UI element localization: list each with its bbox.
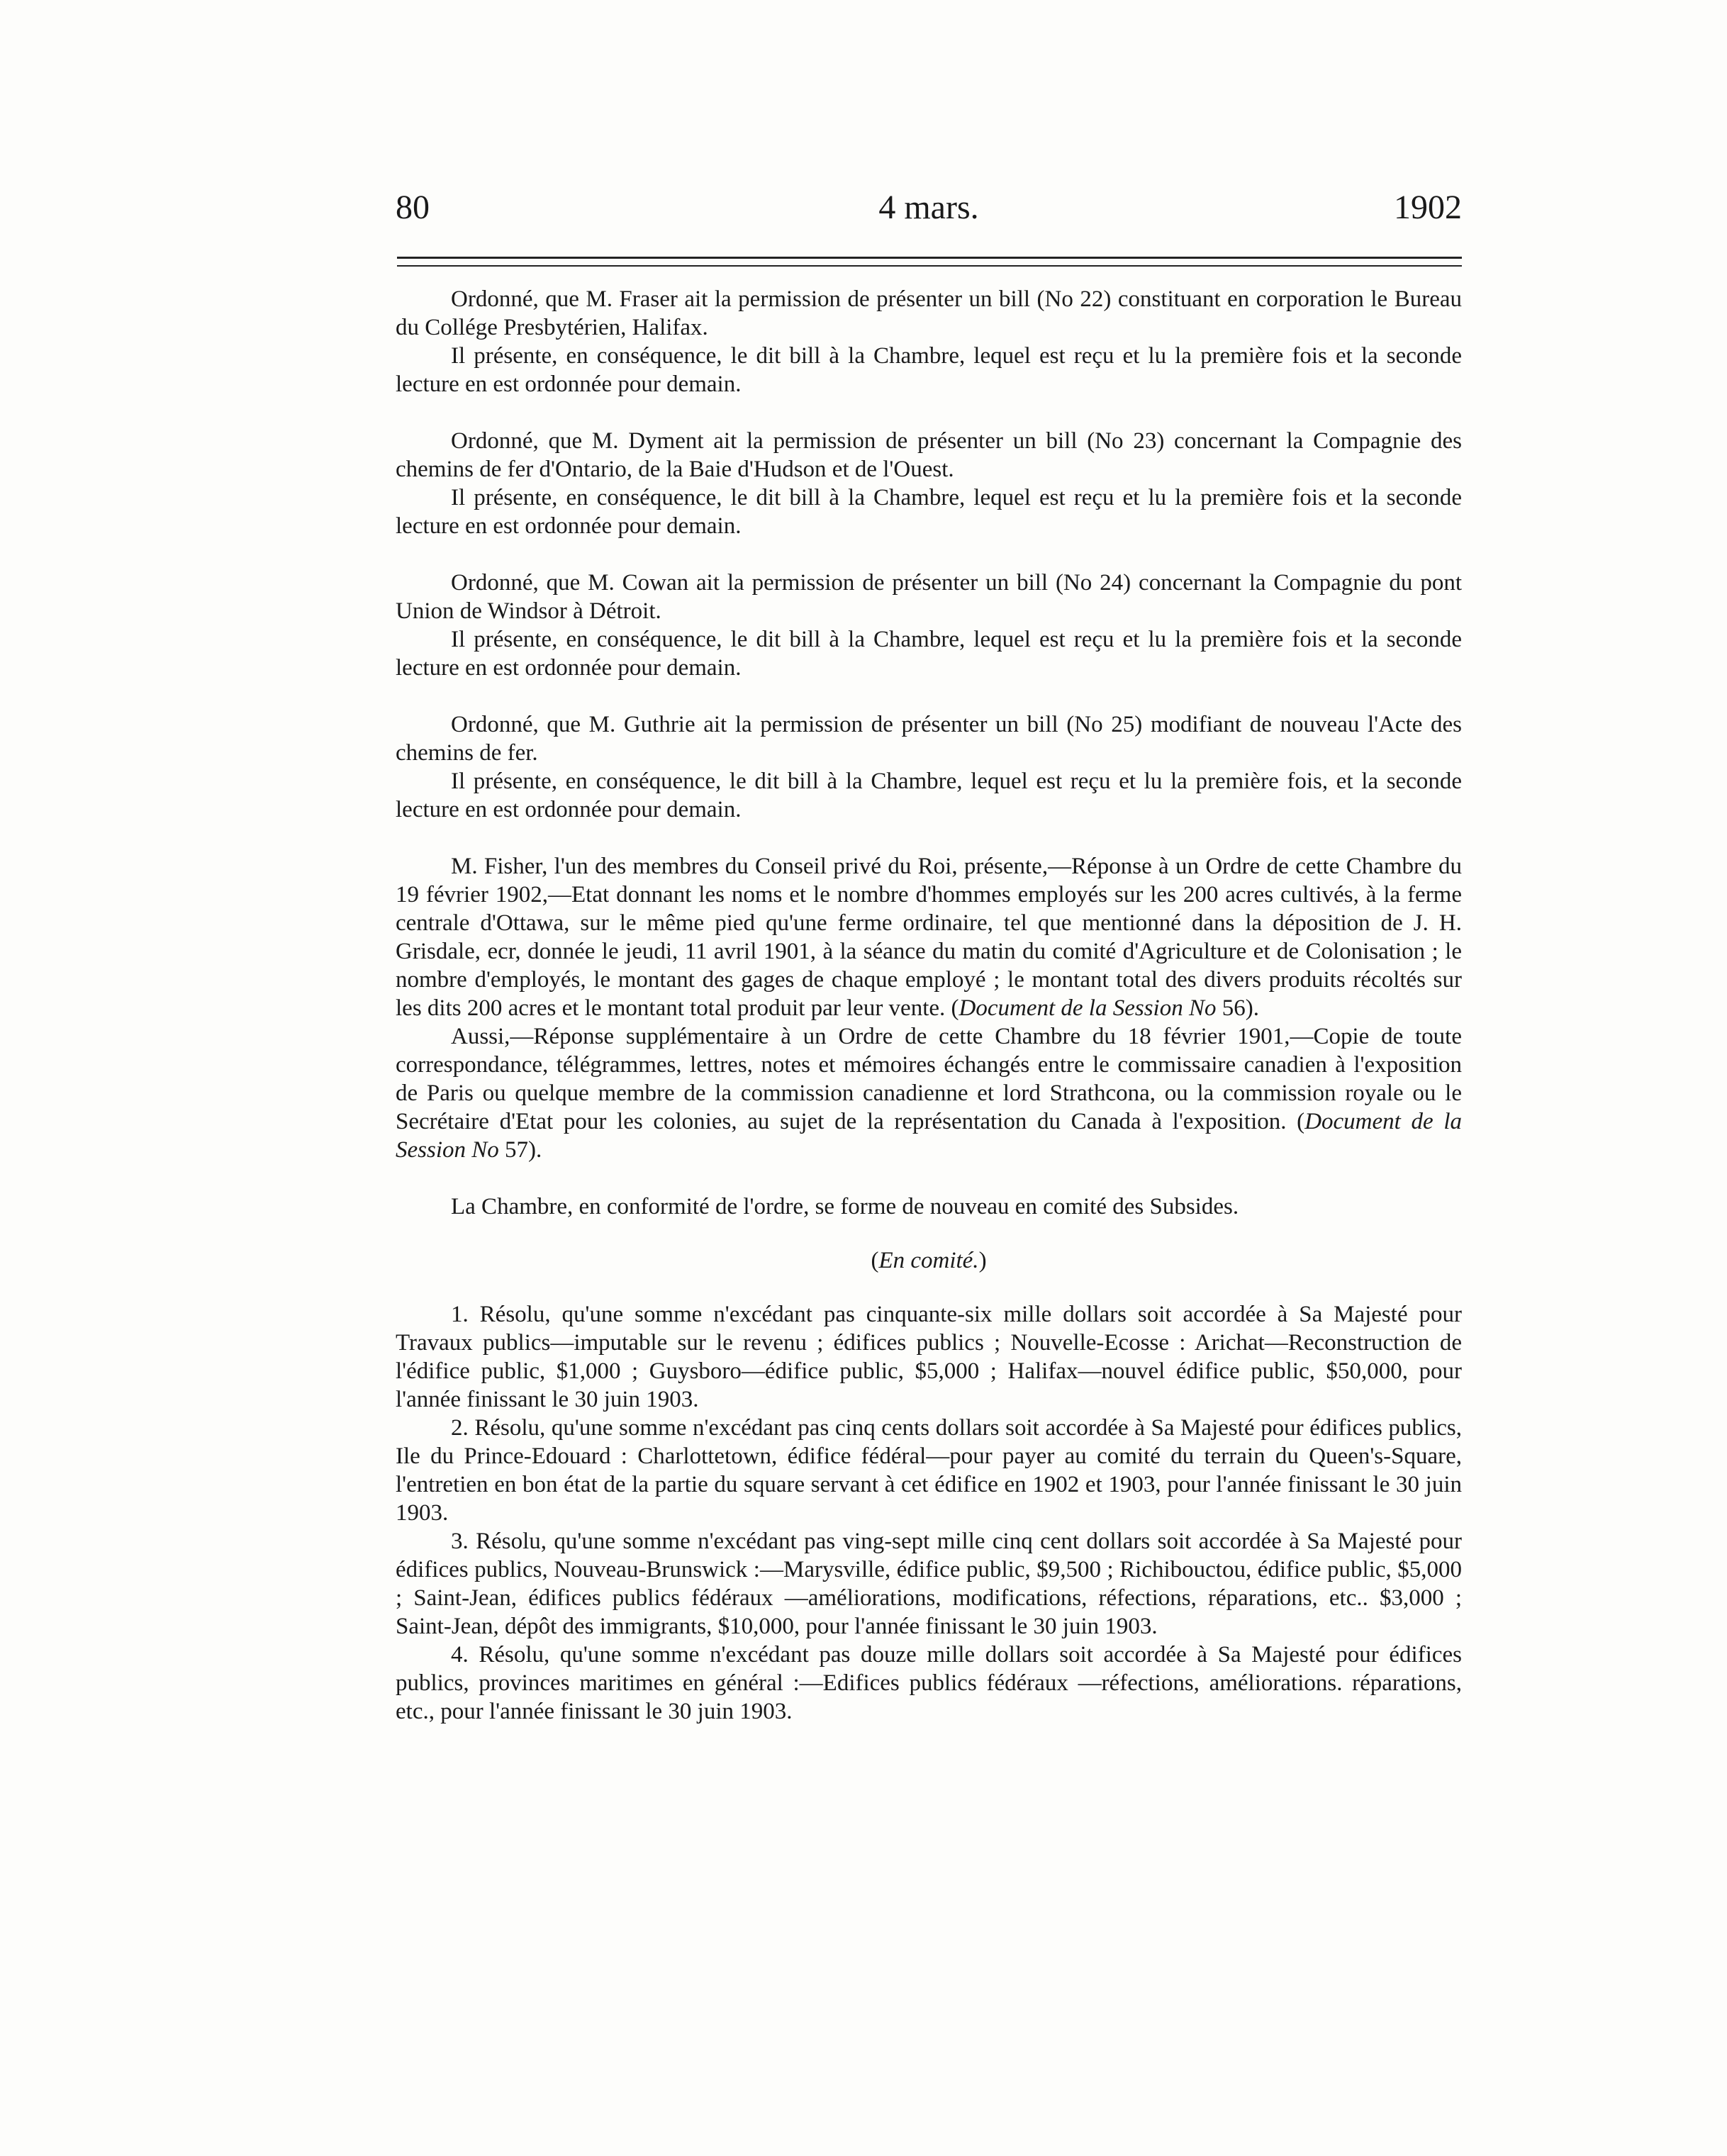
page-number: 80 xyxy=(396,189,430,226)
paragraph xyxy=(396,852,1462,1022)
resolution: 3. Résolu, qu'une somme n'excédant pas ving-sept mille cinq cent dollars soit accordée à Sa Majesté pour édifices publics, Nouveau-Brunswick :—Marysville, édifice public, $9,500 ; Richibouctou, édifice public, $5,000 ; Saint-Jean, édifices publics fédéraux —améliorations, modifications, réfections, réparations, etc.. $3,000 ; Saint-Jean, dépôt des immigrants, $10,000, pour l'année finissant le 30 juin 1903. xyxy=(396,1529,1462,1639)
document-body xyxy=(396,285,1462,1726)
page-header xyxy=(396,183,1462,233)
page-date: 4 mars. xyxy=(878,189,979,226)
document-reference: Document de la Session No xyxy=(958,995,1217,1021)
paragraph-text: M. Fisher, l'un des membres du Conseil privé du Roi, présente,—Réponse à un Ordre de cette Chambre du 19 février 1902,—Etat donnant les noms et le nombre d'hommes employés sur les 200 acres cultivés, à la ferme centrale d'Ottawa, sur le même pied qu'une ferme ordinaire, tel que mentionné dans la déposition de J. H. Grisdale, ecr, donnée le jeudi, 11 avril 1901, à la séance du matin du comité d'Agriculture et de Colonisation ; le nombre d'employés, le montant des gages de chaque employé ; le montant total des divers produits récoltés sur les dits 200 acres et le montant total produit par leur vente. ( xyxy=(396,854,1462,1021)
paren: ) xyxy=(978,1248,987,1273)
header-rule-bottom xyxy=(397,265,1462,267)
paragraph-text: 56). xyxy=(1216,995,1259,1021)
page-year: 1902 xyxy=(1394,189,1462,226)
paren: ( xyxy=(871,1248,879,1273)
paragraph-text: 57). xyxy=(498,1137,542,1163)
committee-heading xyxy=(396,1246,1462,1275)
header-rule-top xyxy=(397,257,1462,259)
resolution: 4. Résolu, qu'une somme n'excédant pas douze mille dollars soit accordée à Sa Majesté pour édifices publics, provinces maritimes en général :—Edifices publics fédéraux —réfections, améliorations. réparations, etc., pour l'année finissant le 30 juin 1903. xyxy=(396,1642,1462,1724)
paragraph xyxy=(396,1022,1462,1164)
paragraph: Ordonné, que M. Dyment ait la permission de présenter un bill (No 23) concernant la Compagnie des chemins de fer d'Ontario, de la Baie d'Hudson et de l'Ouest. xyxy=(396,428,1462,482)
paragraph: Ordonné, que M. Fraser ait la permission de présenter un bill (No 22) constituant en corporation le Bureau du Collége Presbytérien, Halifax. xyxy=(396,286,1462,340)
paragraph-text: Aussi,—Réponse supplémentaire à un Ordre de cette Chambre du 18 février 1901,—Copie de toute correspondance, télégrammes, lettres, notes et mémoires échangés entre le commissaire canadien à l'exposition de Paris ou quelque membre de la commission canadienne et lord Strathcona, ou la commission royale ou le Secrétaire d'Etat pour les colonies, au sujet de la représentation du Canada à l'exposition. ( xyxy=(396,1024,1462,1134)
paragraph: Ordonné, que M. Guthrie ait la permission de présenter un bill (No 25) modifiant de nouveau l'Acte des chemins de fer. xyxy=(396,712,1462,766)
committee-label: En comité. xyxy=(878,1248,979,1273)
paragraph: Il présente, en conséquence, le dit bill à la Chambre, lequel est reçu et lu la première fois, et la seconde lecture en est ordonnée pour demain. xyxy=(396,769,1462,822)
paragraph: Il présente, en conséquence, le dit bill à la Chambre, lequel est reçu et lu la première fois et la seconde lecture en est ordonnée pour demain. xyxy=(396,343,1462,397)
paragraph: Il présente, en conséquence, le dit bill à la Chambre, lequel est reçu et lu la première fois et la seconde lecture en est ordonnée pour demain. xyxy=(396,627,1462,681)
paragraph: Il présente, en conséquence, le dit bill à la Chambre, lequel est reçu et lu la première fois et la seconde lecture en est ordonnée pour demain. xyxy=(396,485,1462,539)
paragraph: La Chambre, en conformité de l'ordre, se forme de nouveau en comité des Subsides. xyxy=(451,1194,1239,1219)
resolution: 1. Résolu, qu'une somme n'excédant pas cinquante-six mille dollars soit accordée à Sa Majesté pour Travaux publics—imputable sur le revenu ; édifices publics ; Nouvelle-Ecosse : Arichat—Reconstruction de l'édifice public, $1,000 ; Guysboro—édifice public, $5,000 ; Halifax—nouvel édifice public, $50,000, pour l'année finissant le 30 juin 1903. xyxy=(396,1302,1462,1412)
paragraph: Ordonné, que M. Cowan ait la permission de présenter un bill (No 24) concernant la Compagnie du pont Union de Windsor à Détroit. xyxy=(396,570,1462,624)
resolution: 2. Résolu, qu'une somme n'excédant pas cinq cents dollars soit accordée à Sa Majesté pour édifices publics, Ile du Prince-Edouard : Charlottetown, édifice fédéral—pour payer au comité du terrain du Queen's-Square, l'entretien en bon état de la partie du square servant à cet édifice en 1902 et 1903, pour l'année finissant le 30 juin 1903. xyxy=(396,1415,1462,1526)
document-reference: Document de la Session No xyxy=(396,1109,1462,1163)
